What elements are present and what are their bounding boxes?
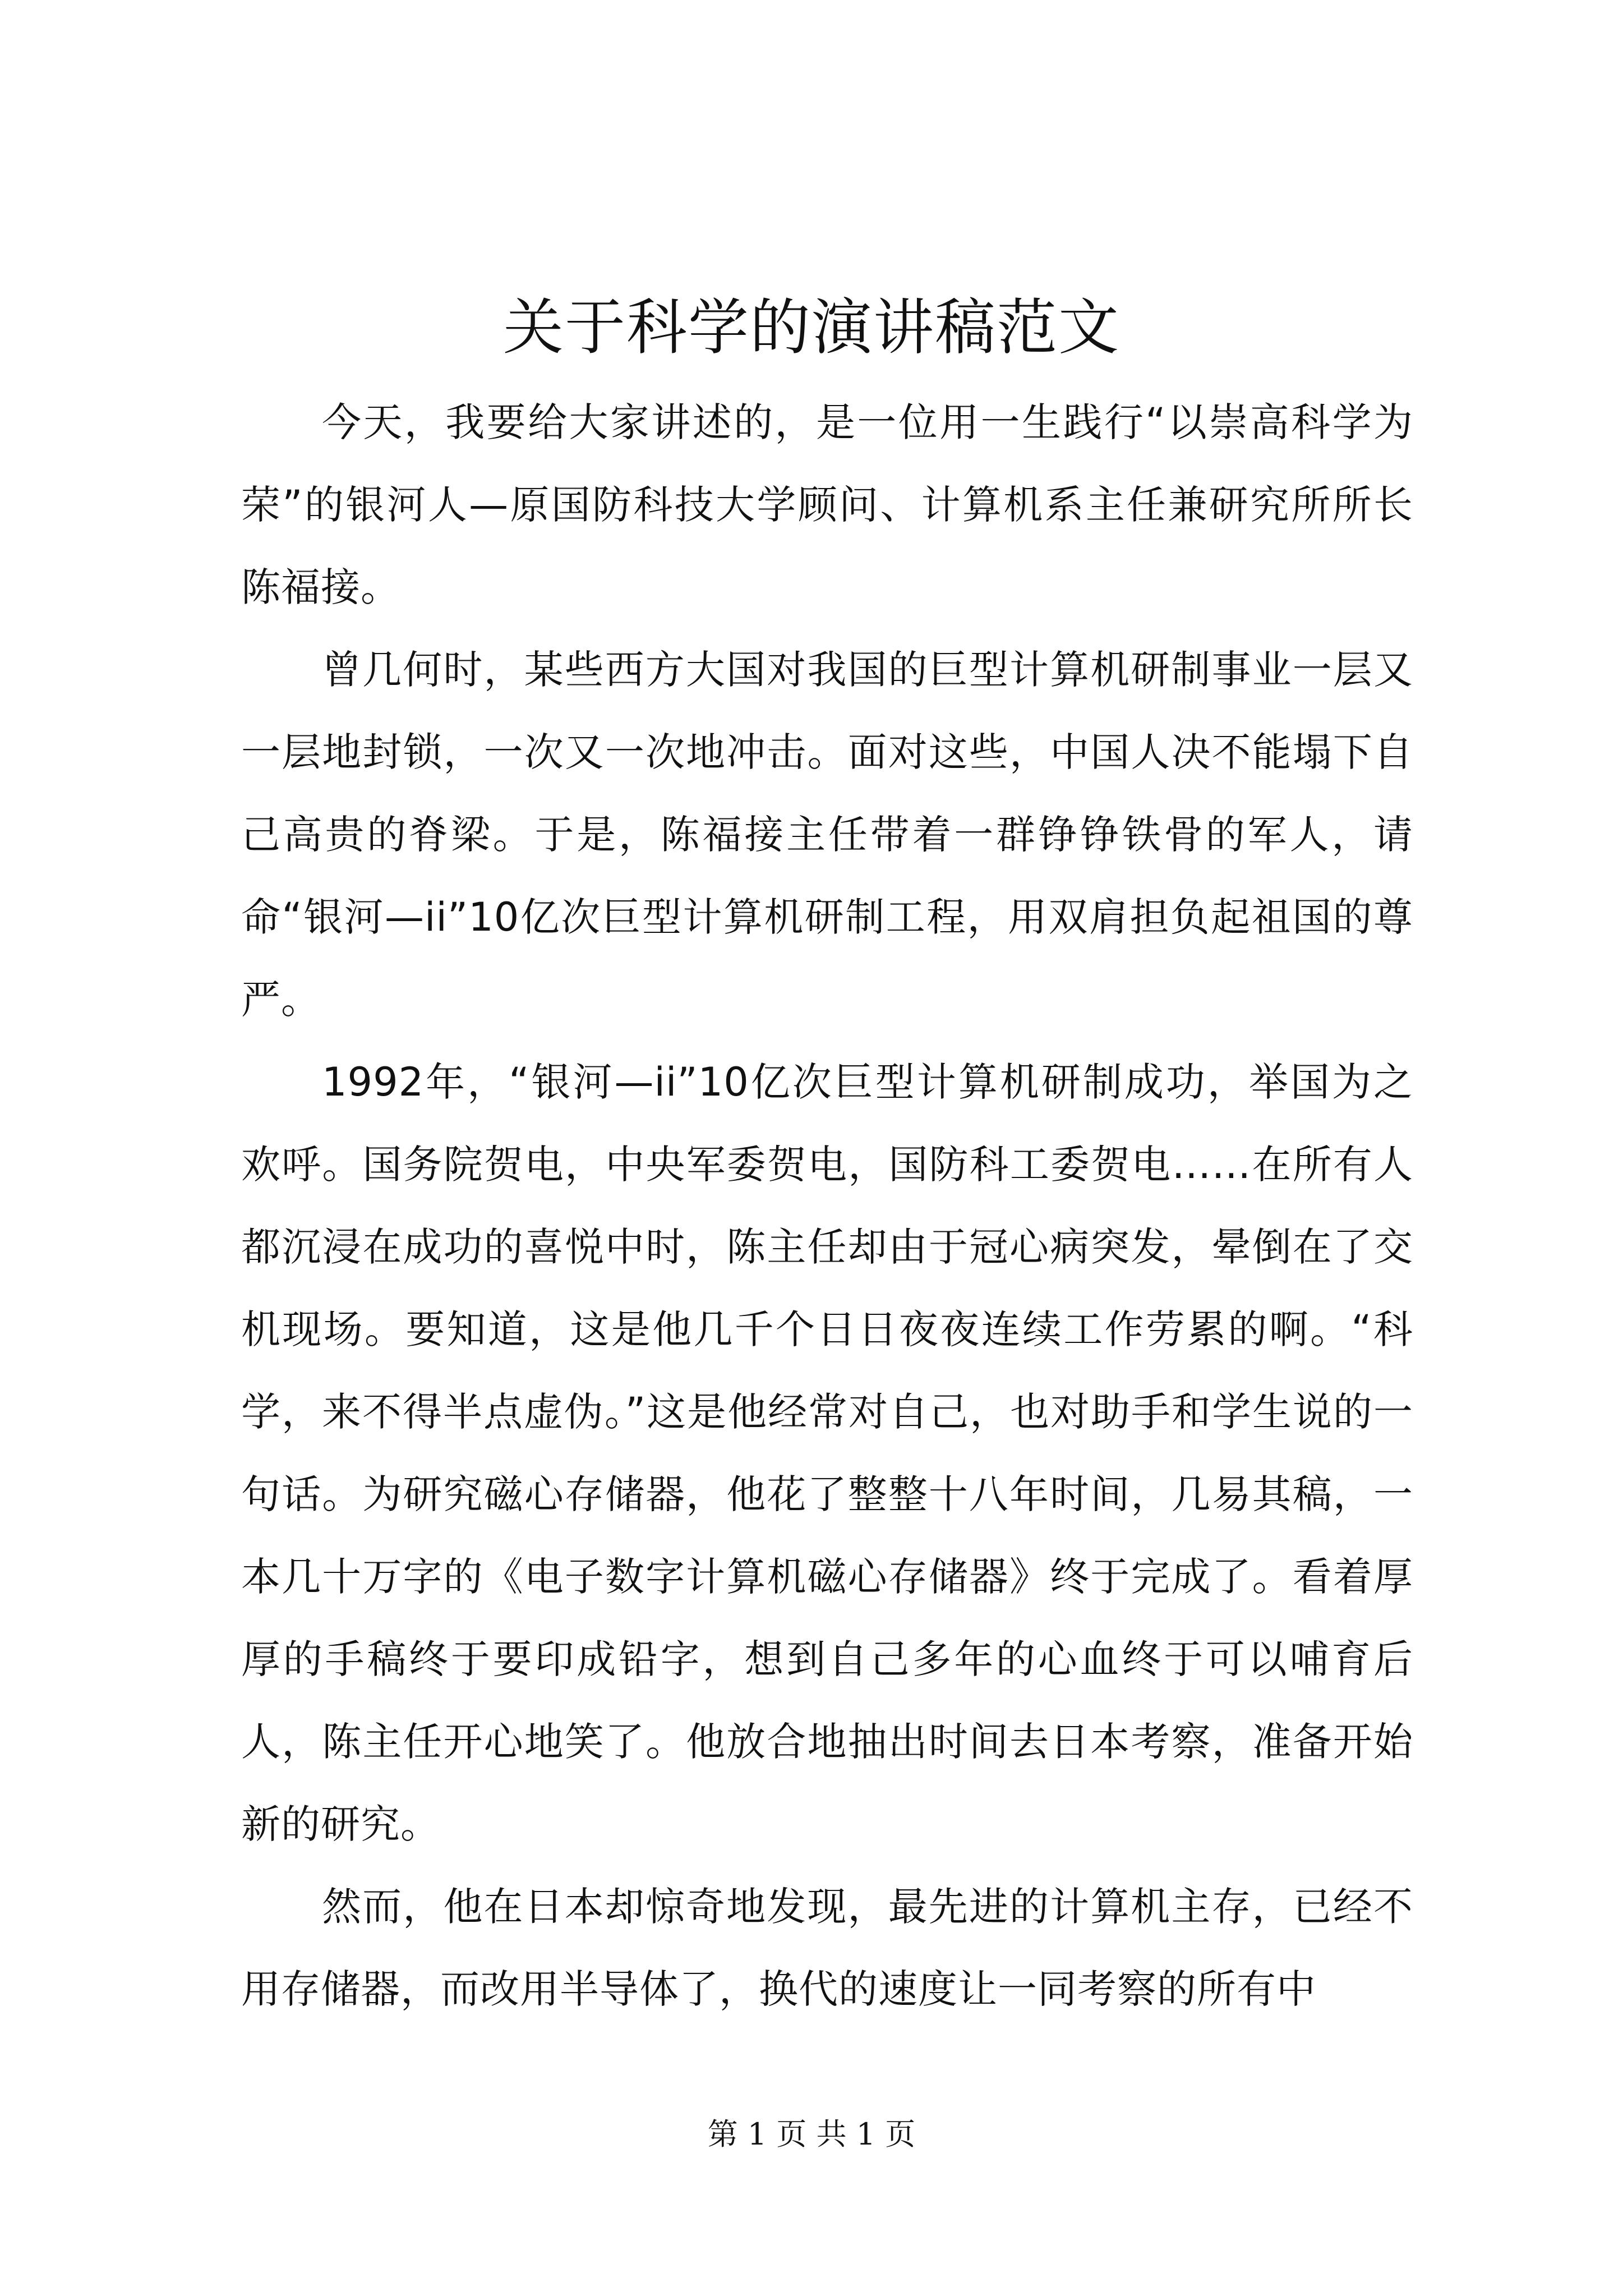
document-title: 关于科学的演讲稿范文 bbox=[502, 293, 1120, 363]
paragraph-4: 然而，他在日本却惊奇地发现，最先进的计算机主存，已经不用存储器，而改用半导体了，换代的速度让一同考察的所有中 bbox=[241, 1884, 1413, 2012]
page-footer: 第 1 页 共 1 页 bbox=[707, 2116, 916, 2152]
paragraph-1: 今天，我要给大家讲述的，是一位用一生践行“以崇高科学为荣”的银河人—原国防科技大学顾问、计算机系主任兼研究所所长陈福接。 bbox=[241, 399, 1413, 610]
document-body bbox=[241, 381, 1413, 2031]
paragraph-3: 1992年，“银河—ii”10亿次巨型计算机研制成功，举国为之欢呼。国务院贺电，中央军委贺电，国防科工委贺电……在所有人都沉浸在成功的喜悦中时，陈主任却由于冠心病突发，晕倒在了交机现场。要知道，这是他几千个日日夜夜连续工作劳累的啊。“科学，来不得半点虚伪。”这是他经常对自己，也对助手和学生说的一句话。为研究磁心存储器，他花了整整十八年时间，几易其稿，一本几十万字的《电子数字计算机磁心存储器》终于完成了。看着厚厚的手稿终于要印成铅字，想到自己多年的心血终于可以哺育后人，陈主任开心地笑了。他放合地抽出时间去日本考察，准备开始新的研究。 bbox=[241, 1059, 1413, 1847]
paragraph-2: 曾几何时，某些西方大国对我国的巨型计算机研制事业一层又一层地封锁，一次又一次地冲击。面对这些，中国人决不能塌下自己高贵的脊梁。于是，陈福接主任带着一群铮铮铁骨的军人，请命“银河—ii”10亿次巨型计算机研制工程，用双肩担负起祖国的尊严。 bbox=[241, 647, 1413, 1023]
